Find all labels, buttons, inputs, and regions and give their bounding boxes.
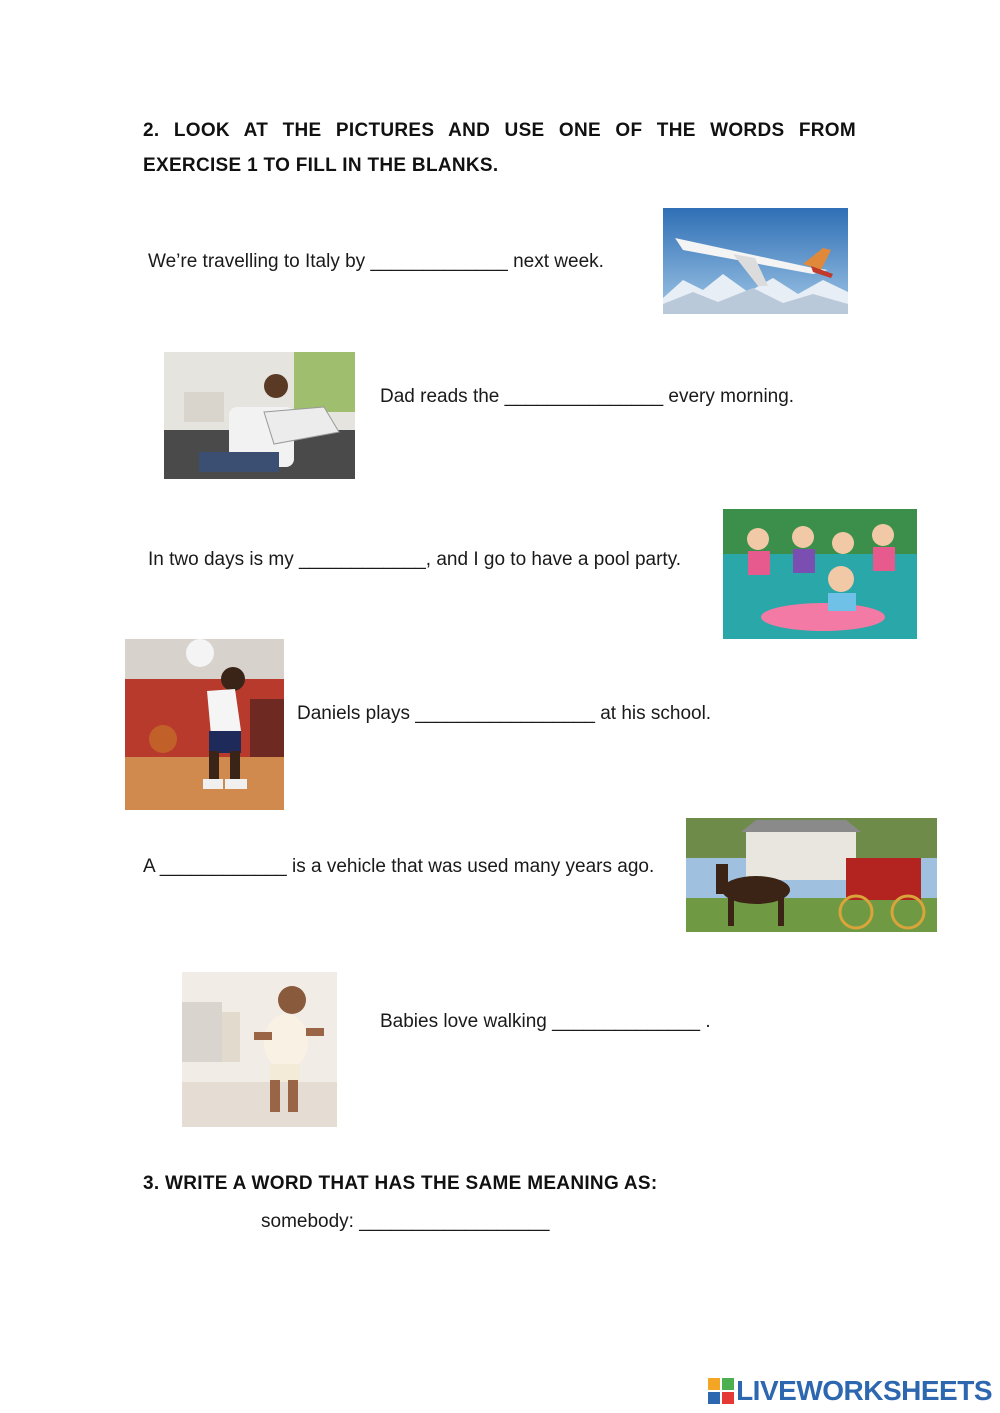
synonym-prompt: somebody: __________________	[261, 1211, 550, 1232]
baby-walking-picture	[182, 972, 337, 1127]
exercise-2-heading: 2. LOOK AT THE PICTURES AND USE ONE OF THE WORDS FROM EXERCISE 1 TO FILL IN THE BLANKS.	[143, 120, 856, 176]
sentence-airplane: We’re travelling to Italy by _____________ next week.	[148, 251, 604, 272]
sentence-baby: Babies love walking ______________ .	[380, 1011, 711, 1032]
horse-carriage-picture	[686, 818, 937, 932]
sentence-pool-party: In two days is my ____________, and I go to have a pool party.	[148, 549, 682, 570]
man-reading-newspaper-picture	[164, 352, 355, 479]
airplane-picture	[663, 208, 848, 314]
sentence-basketball: Daniels plays _________________ at his school.	[297, 703, 712, 724]
pool-party-picture	[723, 509, 917, 639]
liveworksheets-logo-icon	[708, 1378, 734, 1404]
sentence-carriage: A ____________ is a vehicle that was used many years ago.	[143, 856, 655, 877]
logo-text: LIVEWORKSHEETS	[736, 1375, 992, 1406]
sentence-newspaper: Dad reads the _______________ every morning.	[380, 386, 795, 407]
boy-basketball-picture	[125, 639, 284, 810]
liveworksheets-logo[interactable]	[708, 1375, 992, 1407]
exercise-3-heading: 3. WRITE A WORD THAT HAS THE SAME MEANING AS:	[143, 1173, 658, 1194]
